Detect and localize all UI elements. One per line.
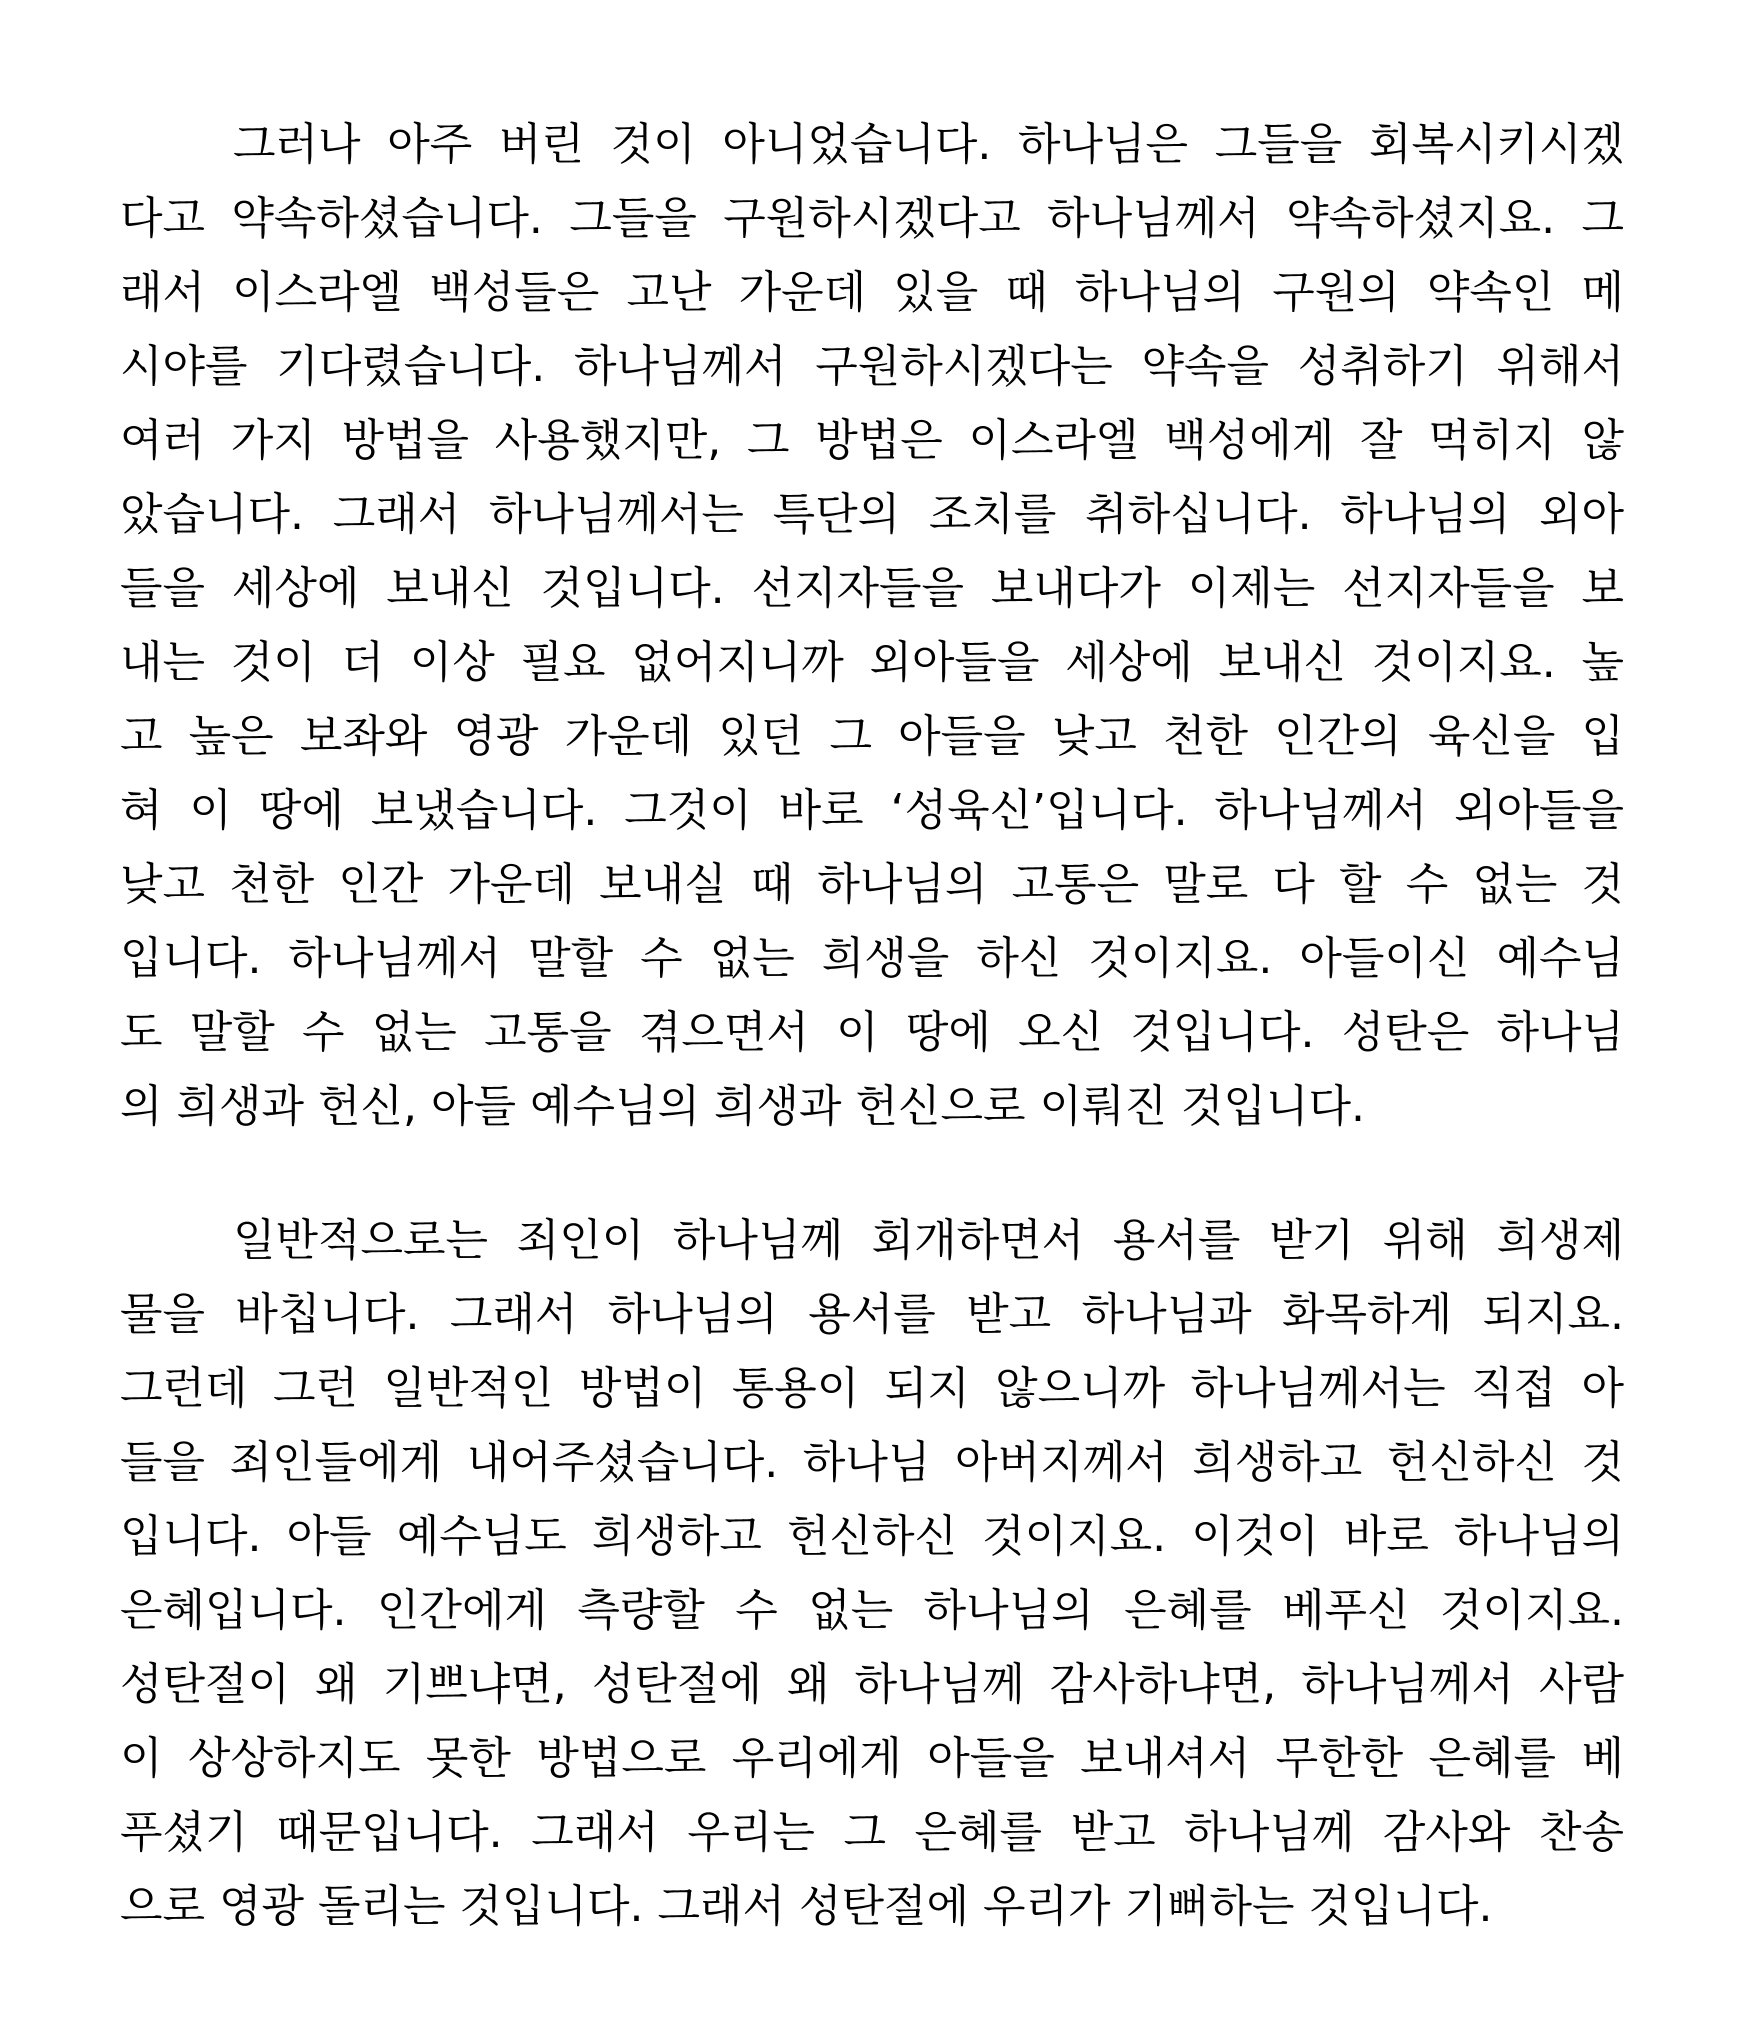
text-line: 성탄절이 왜 기쁘냐면, 성탄절에 왜 하나님께 감사하냐면, 하나님께서 사람 bbox=[120, 1659, 1624, 1710]
text-line: 물을 바칩니다. 그래서 하나님의 용서를 받고 하나님과 화목하게 되지요. bbox=[120, 1289, 1624, 1340]
text-line: 여러 가지 방법을 사용했지만, 그 방법은 이스라엘 백성에게 잘 먹히지 않 bbox=[120, 415, 1624, 466]
text-line: 래서 이스라엘 백성들은 고난 가운데 있을 때 하나님의 구원의 약속인 메 bbox=[120, 267, 1624, 318]
text-line: 은혜입니다. 인간에게 측량할 수 없는 하나님의 은혜를 베푸신 것이지요. bbox=[120, 1585, 1624, 1636]
text-line: 다고 약속하셨습니다. 그들을 구원하시겠다고 하나님께서 약속하셨지요. 그 bbox=[120, 193, 1624, 244]
text-line: 의 희생과 헌신, 아들 예수님의 희생과 헌신으로 이뤄진 것입니다. bbox=[120, 1081, 1365, 1132]
text-line: 입니다. 아들 예수님도 희생하고 헌신하신 것이지요. 이것이 바로 하나님의 bbox=[120, 1511, 1624, 1562]
text-line: 으로 영광 돌리는 것입니다. 그래서 성탄절에 우리가 기뻐하는 것입니다. bbox=[120, 1881, 1493, 1932]
text-line: 내는 것이 더 이상 필요 없어지니까 외아들을 세상에 보내신 것이지요. 높 bbox=[120, 637, 1624, 688]
text-line: 혀 이 땅에 보냈습니다. 그것이 바로 ‘성육신’입니다. 하나님께서 외아들을 bbox=[120, 785, 1624, 836]
text-line: 그러나 아주 버린 것이 아니었습니다. 하나님은 그들을 회복시키시겠 bbox=[233, 119, 1624, 170]
text-line: 일반적으로는 죄인이 하나님께 회개하면서 용서를 받기 위해 희생제 bbox=[233, 1215, 1624, 1266]
text-line: 그런데 그런 일반적인 방법이 통용이 되지 않으니까 하나님께서는 직접 아 bbox=[120, 1363, 1624, 1414]
text-line: 도 말할 수 없는 고통을 겪으면서 이 땅에 오신 것입니다. 성탄은 하나님 bbox=[120, 1007, 1624, 1058]
text-line: 입니다. 하나님께서 말할 수 없는 희생을 하신 것이지요. 아들이신 예수님 bbox=[120, 933, 1624, 984]
text-line: 시야를 기다렸습니다. 하나님께서 구원하시겠다는 약속을 성취하기 위해서 bbox=[120, 341, 1624, 392]
text-line: 들을 세상에 보내신 것입니다. 선지자들을 보내다가 이제는 선지자들을 보 bbox=[120, 563, 1624, 614]
text-line: 았습니다. 그래서 하나님께서는 특단의 조치를 취하십니다. 하나님의 외아 bbox=[120, 489, 1624, 540]
text-line: 이 상상하지도 못한 방법으로 우리에게 아들을 보내셔서 무한한 은혜를 베 bbox=[120, 1733, 1624, 1784]
text-line: 낮고 천한 인간 가운데 보내실 때 하나님의 고통은 말로 다 할 수 없는 것 bbox=[120, 859, 1624, 910]
text-line: 푸셨기 때문입니다. 그래서 우리는 그 은혜를 받고 하나님께 감사와 찬송 bbox=[120, 1807, 1624, 1858]
text-line: 들을 죄인들에게 내어주셨습니다. 하나님 아버지께서 희생하고 헌신하신 것 bbox=[120, 1437, 1624, 1488]
text-line: 고 높은 보좌와 영광 가운데 있던 그 아들을 낮고 천한 인간의 육신을 입 bbox=[120, 711, 1624, 762]
